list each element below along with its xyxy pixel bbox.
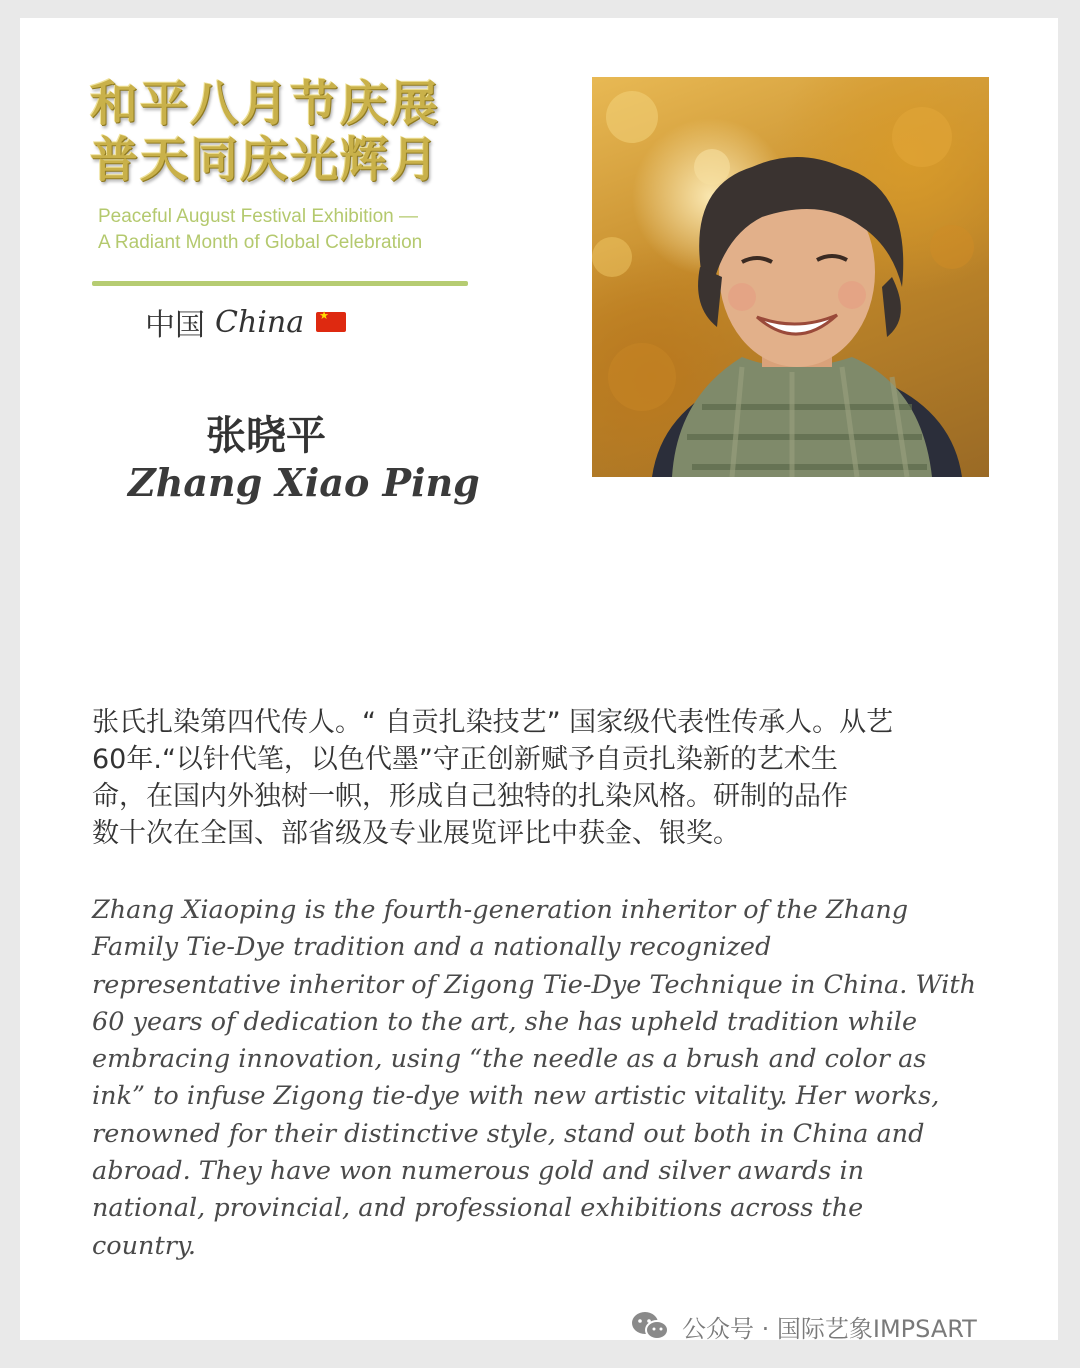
artist-name-en: Zhang Xiao Ping bbox=[128, 460, 480, 505]
profile-card bbox=[20, 18, 1058, 1340]
bio-en-line: abroad. They have won numerous gold and silver awards in bbox=[92, 1156, 865, 1187]
wechat-account-watermark bbox=[630, 1306, 977, 1346]
bio-en-line: renowned for their distinctive style, stand out both in China and bbox=[92, 1118, 925, 1149]
artist-name-cn: 张晓平 bbox=[206, 413, 326, 459]
china-flag-icon bbox=[316, 312, 346, 332]
bio-en-line: Zhang Xiaoping is the fourth-generation inheritor of the Zhang bbox=[92, 895, 909, 925]
bio-en-line: 60 years of dedication to the art, she has upheld tradition while bbox=[92, 1006, 918, 1037]
bio-en-line: country. bbox=[92, 1230, 197, 1261]
exhibition-logo-english bbox=[98, 204, 478, 256]
bio-chinese bbox=[92, 704, 1002, 852]
wechat-icon bbox=[630, 1310, 670, 1342]
bio-en-line: ink” to infuse Zigong tie-dye with new artistic vitality. Her works, bbox=[92, 1081, 940, 1112]
logo-cn-line-1: 和平八月节庆展 bbox=[90, 76, 441, 132]
country-name-en: China bbox=[215, 304, 305, 340]
artist-portrait-photo bbox=[592, 77, 989, 477]
country-label bbox=[145, 300, 346, 344]
logo-en-line-2: A Radiant Month of Global Celebration bbox=[98, 232, 423, 253]
bio-cn-line: 数十次在全国、部省级及专业展览评比中获金、银奖。 bbox=[92, 818, 740, 849]
bio-en-line: representative inheritor of Zigong Tie-Dye Technique in China. With bbox=[92, 969, 977, 1000]
bio-cn-line: 60年.“以针代笔，以色代墨”守正创新赋予自贡扎染新的艺术生 bbox=[92, 744, 838, 775]
bio-en-line: embracing innovation, using “the needle as a brush and color as bbox=[92, 1044, 927, 1075]
logo-en-line-1: Peaceful August Festival Exhibition — bbox=[98, 206, 419, 227]
bio-en-line: national, provincial, and professional exhibitions across the bbox=[92, 1193, 864, 1224]
portrait-illustration bbox=[592, 77, 989, 477]
bio-cn-line: 命，在国内外独树一帜，形成自己独特的扎染风格。研制的品作 bbox=[92, 781, 848, 812]
logo-divider bbox=[92, 281, 468, 286]
logo-cn-line-2: 普天同庆光辉月 bbox=[90, 132, 441, 188]
country-name-cn: 中国 bbox=[145, 308, 205, 343]
bio-en-line: Family Tie-Dye tradition and a nationally recognized bbox=[92, 932, 772, 963]
watermark-text: 公众号 · 国际艺象IMPSART bbox=[682, 1314, 977, 1343]
exhibition-logo-chinese bbox=[90, 76, 470, 188]
bio-english bbox=[92, 892, 992, 1265]
bio-cn-line: 张氏扎染第四代传人。“ 自贡扎染技艺” 国家级代表性传承人。从艺 bbox=[92, 707, 894, 738]
